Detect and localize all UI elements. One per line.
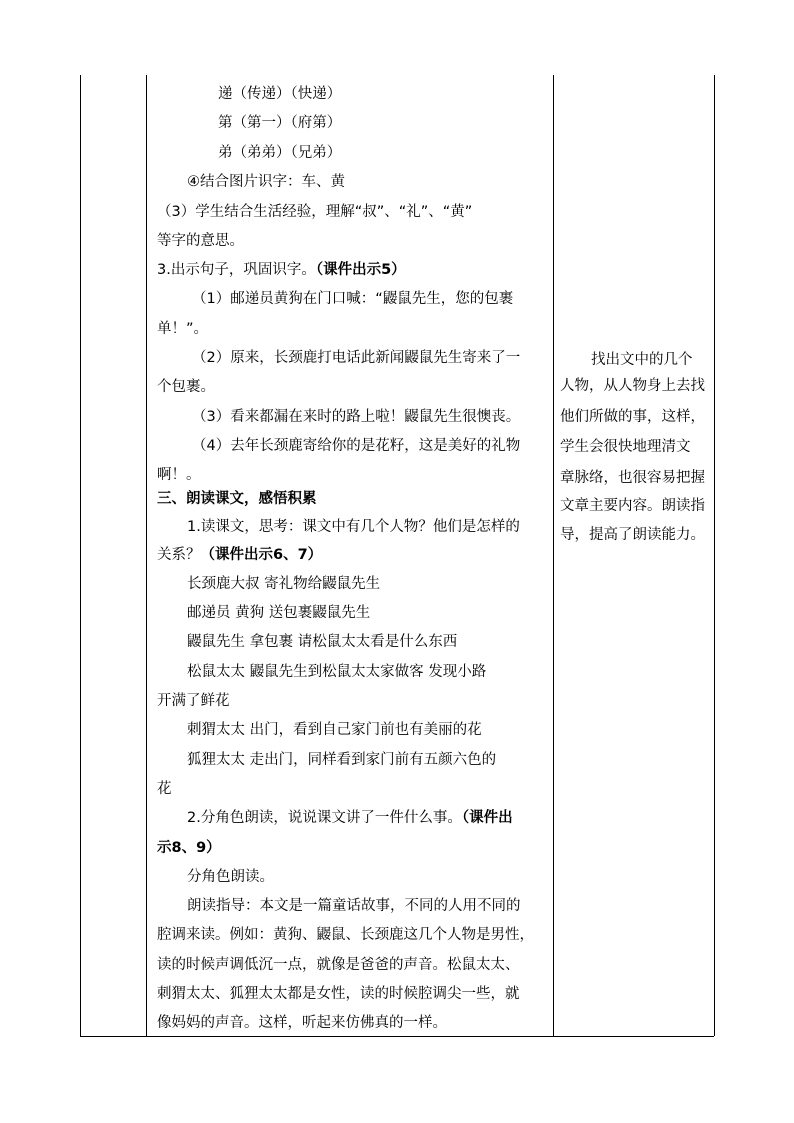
- text-line: 个包裹。: [157, 379, 215, 395]
- text-line: [157, 545, 322, 565]
- side-note-line: 人物，从人物身上去找: [560, 378, 705, 394]
- section-heading: 三、朗读课文，感悟积累: [157, 491, 317, 507]
- text-line: （3）学生结合生活经验，理解“叔”、“礼”、“黄”: [157, 204, 473, 220]
- text-line: 单！”。: [157, 321, 209, 337]
- text-line: ④结合图片识字：车、黄: [187, 174, 345, 190]
- text-line: （2）原来，长颈鹿打电话此新闻鼹鼠先生寄来了一: [192, 350, 521, 366]
- table-border-left: [80, 75, 81, 1036]
- side-note-line: 章脉络，也很容易把握: [560, 470, 705, 486]
- side-note-line: 找出文中的几个: [591, 352, 693, 368]
- text-line: [157, 260, 406, 280]
- courseware-note: 示8、9）: [157, 840, 221, 856]
- text-line: 啊！。: [157, 467, 201, 483]
- text-line: 1.读课文，思考：课文中有几个人物？他们是怎样的: [187, 519, 520, 535]
- text-line: （4）去年长颈鹿寄给你的是花籽，这是美好的礼物: [192, 438, 521, 454]
- text-line: 朗读指导：本文是一篇童话故事，不同的人用不同的: [187, 898, 521, 914]
- side-note-line: 导，提高了朗读能力。: [560, 527, 705, 543]
- text-line: 递（传递）（快递）: [218, 86, 342, 102]
- text-line: 长颈鹿大叔 寄礼物给鼹鼠先生: [187, 576, 381, 592]
- text-line: （3）看来都漏在来时的路上啦！鼹鼠先生很懊丧。: [192, 409, 521, 425]
- text-line: [187, 808, 513, 828]
- table-border-col2: [553, 75, 554, 1036]
- table-border-col1: [146, 75, 147, 1036]
- text-line: 邮递员 黄狗 送包裹鼹鼠先生: [187, 605, 371, 621]
- table-border-bottom: [80, 1036, 714, 1037]
- side-note-line: 学生会很快地理清文: [560, 439, 691, 455]
- text-line: 狐狸太太 走出门，同样看到家门前有五颜六色的: [187, 752, 497, 768]
- text-line: 读的时候声调低沉一点，就像是爸爸的声音。松鼠太太、: [157, 957, 520, 973]
- text-line: 鼹鼠先生 拿包裹 请松鼠太太看是什么东西: [187, 634, 458, 650]
- text-segment: 2.分角色朗读，说说课文讲了一件什么事。: [187, 810, 462, 826]
- text-segment: 3.出示句子，巩固识字。: [157, 262, 316, 278]
- side-note-line: 他们所做的事，这样，: [560, 409, 705, 425]
- text-segment: 关系？: [157, 547, 201, 563]
- text-line: 花: [157, 781, 172, 797]
- text-line: 刺猬太太 出门，看到自己家门前也有美丽的花: [187, 722, 482, 738]
- courseware-note: （课件出示6、7）: [200, 547, 323, 563]
- table-border-right: [714, 75, 715, 1036]
- courseware-note: （课件出示5）: [315, 262, 406, 278]
- text-line: 松鼠太太 鼹鼠先生到松鼠太太家做客 发现小路: [187, 664, 487, 680]
- text-line: 分角色朗读。: [187, 869, 274, 885]
- text-line: 弟（弟弟）（兄弟）: [218, 145, 342, 161]
- text-line: 像妈妈的声音。这样，听起来仿佛真的一样。: [157, 1015, 447, 1031]
- text-line: 刺猬太太、狐狸太太都是女性，读的时候腔调尖一些，就: [157, 986, 520, 1002]
- text-line: 等字的意思。: [157, 233, 244, 249]
- text-line: （1）邮递员黄狗在门口喊：“鼹鼠先生，您的包裹: [192, 291, 514, 307]
- side-note-line: 文章主要内容。朗读指: [560, 498, 705, 514]
- text-line: 第（第一）（府第）: [218, 115, 342, 131]
- text-line: 腔调来读。例如：黄狗、鼹鼠、长颈鹿这几个人物是男性，: [157, 927, 534, 943]
- text-line: 开满了鲜花: [157, 693, 230, 709]
- courseware-note: （课件出: [461, 810, 513, 826]
